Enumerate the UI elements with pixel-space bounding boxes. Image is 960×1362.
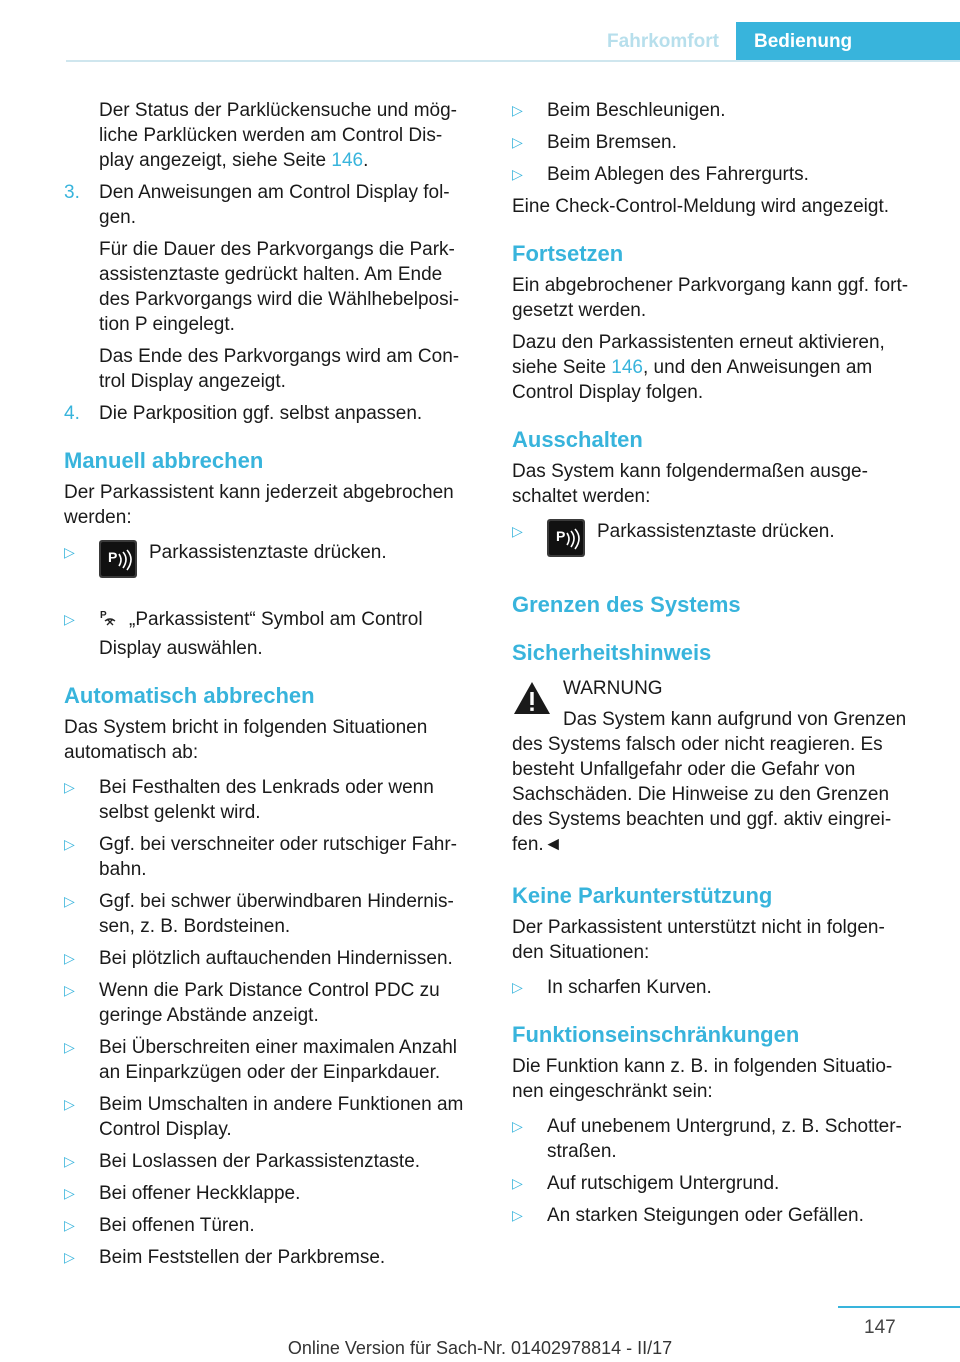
text: . <box>363 150 369 171</box>
list-item <box>512 975 932 1000</box>
bullet-icon: ▷ <box>64 544 75 560</box>
paragraph: Der Parkassistent unterstützt nicht in folgen- den Situationen: <box>512 917 885 963</box>
list-item <box>512 1203 932 1228</box>
list-item-text: Auf unebenem Untergrund, z. B. Schotter- straßen. <box>547 1116 902 1162</box>
bullet-icon: ▷ <box>64 611 75 627</box>
park-assist-button-icon <box>547 519 585 564</box>
page-link[interactable]: 146 <box>331 150 364 171</box>
text: P „Parkassistent“ Symbol am Control Display auswählen. <box>99 609 423 659</box>
list-item <box>64 946 482 971</box>
list-item-text: Bei Festhalten des Lenkrads oder wenn selbst gelenkt wird. <box>99 777 434 823</box>
text: Parkassistenztaste drücken. <box>597 521 835 542</box>
warning-block <box>512 676 932 857</box>
bullet-icon: ▷ <box>512 1207 523 1223</box>
paragraph: Der Parkassistent kann jederzeit abgebrochen werden: <box>64 482 454 528</box>
bullet-icon: ▷ <box>512 523 523 539</box>
list-item-text: Auf rutschigem Untergrund. <box>547 1173 780 1194</box>
paragraph <box>64 98 482 173</box>
list-item-text: Ggf. bei schwer überwindbaren Hindernis- sen, z. B. Bordsteinen. <box>99 891 454 937</box>
right-column <box>512 98 932 1228</box>
footer-rule <box>838 1306 960 1308</box>
list-item-text: Beim Feststellen der Parkbremse. <box>99 1247 386 1268</box>
header-rule <box>66 60 960 62</box>
svg-text:P: P <box>108 549 118 565</box>
heading-fortsetzen: Fortsetzen <box>512 241 624 266</box>
list-item <box>512 519 932 564</box>
list-item <box>64 775 482 825</box>
list-item-text: Bei Überschreiten einer maximalen Anzahl an Einparkzügen oder der Einparkdauer. <box>99 1037 458 1083</box>
list-item <box>64 832 482 882</box>
bullet-icon: ▷ <box>64 982 75 998</box>
list-item-text: Beim Bremsen. <box>547 132 677 153</box>
bullet-icon: ▷ <box>512 1175 523 1191</box>
heading-keine-parkunterstuetzung: Keine Parkunterstützung <box>512 883 773 908</box>
bullet-icon: ▷ <box>512 166 523 182</box>
bullet-icon: ▷ <box>64 836 75 852</box>
warning-icon <box>512 680 552 723</box>
left-column <box>64 98 482 1270</box>
heading-grenzen: Grenzen des Systems <box>512 592 741 617</box>
park-assist-button-icon <box>99 540 137 585</box>
bullet-icon: ▷ <box>512 134 523 150</box>
bullet-list <box>512 1114 932 1228</box>
step-3 <box>64 180 482 230</box>
text: liche Parklücken werden am Control Dis- <box>99 125 443 146</box>
page-number: 147 <box>864 1317 896 1338</box>
list-item <box>64 1245 482 1270</box>
svg-text:P: P <box>556 528 566 544</box>
page-link[interactable]: 146 <box>611 357 643 378</box>
bullet-icon: ▷ <box>64 1039 75 1055</box>
heading-automatisch: Automatisch abbrechen <box>64 683 315 708</box>
warning-title: WARNUNG <box>563 678 663 699</box>
text: play angezeigt, siehe Seite <box>99 150 332 171</box>
heading-sicherheitshinweis: Sicherheitshinweis <box>512 640 712 665</box>
paragraph: Dazu den Parkassistenten erneut aktivieren, siehe Seite 146, und den Anweisungen am Control Display folgen. <box>512 332 885 403</box>
step-text: Die Parkposition ggf. selbst anpassen. <box>99 403 423 424</box>
list-item <box>512 130 932 155</box>
heading-funktionseinschraenkungen: Funktionseinschränkungen <box>512 1022 800 1047</box>
list-item-text: Beim Umschalten in andere Funktionen am Control Display. <box>99 1094 464 1140</box>
list-item-text: Bei plötzlich auftauchenden Hindernissen. <box>99 948 453 969</box>
text: Parkassistenztaste drücken. <box>149 542 387 563</box>
paragraph: Das Ende des Parkvorgangs wird am Con- trol Display angezeigt. <box>99 346 460 392</box>
tab-fahrkomfort: Fahrkomfort <box>607 31 719 52</box>
list-item <box>64 1092 482 1142</box>
list-item <box>64 1149 482 1174</box>
text: In scharfen Kurven. <box>547 977 712 998</box>
list-item <box>512 1114 932 1164</box>
list-item-text: Bei Loslassen der Parkassistenztaste. <box>99 1151 421 1172</box>
warning-text: Das System kann aufgrund von Grenzen <box>563 709 907 730</box>
paragraph: Eine Check-Control-Meldung wird angezeigt. <box>512 196 890 217</box>
bullet-icon: ▷ <box>512 979 523 995</box>
bullet-icon: ▷ <box>64 1185 75 1201</box>
list-item-text: Beim Beschleunigen. <box>547 100 726 121</box>
list-item <box>64 1213 482 1238</box>
paragraph: Ein abgebrochener Parkvorgang kann ggf. fort- gesetzt werden. <box>512 275 909 321</box>
list-item-text: Beim Ablegen des Fahrergurts. <box>547 164 809 185</box>
bullet-icon: ▷ <box>64 1217 75 1233</box>
warning-text: des Systems falsch oder nicht reagieren. Es besteht Unfallgefahr oder die Gefahr von Sachschäden. Die Hinweise zu den Grenzen des Systems beachten und ggf. aktiv eingrei- fen.◄ <box>512 734 892 855</box>
step-text: Den Anweisungen am Control Display fol- gen. <box>99 182 450 228</box>
paragraph: Die Funktion kann z. B. in folgenden Situatio- nen eingeschränkt sein: <box>512 1056 893 1102</box>
bullet-list <box>512 98 932 187</box>
list-item-text: Ggf. bei verschneiter oder rutschiger Fahr- bahn. <box>99 834 457 880</box>
online-version-note: Online Version für Sach-Nr. 01402978814 - II/17 <box>287 1338 673 1358</box>
list-item <box>512 162 932 187</box>
list-item-text: Bei offener Heckklappe. <box>99 1183 301 1204</box>
list-item <box>512 1171 932 1196</box>
heading-manuell: Manuell abbrechen <box>64 448 264 473</box>
bullet-icon: ▷ <box>512 1118 523 1134</box>
step-4 <box>64 401 482 426</box>
list-item <box>512 98 932 123</box>
svg-text:P: P <box>100 610 107 621</box>
tab-bedienung: Bedienung <box>736 22 960 62</box>
list-item-text: Bei offenen Türen. <box>99 1215 255 1236</box>
bullet-icon: ▷ <box>512 102 523 118</box>
paragraph: Für die Dauer des Parkvorgangs die Park- assistenztaste gedrückt halten. Am Ende des Parkvorgangs wird die Wählhebelposi- tion P eingelegt. <box>99 239 460 335</box>
list-item-text: Wenn die Park Distance Control PDC zu geringe Abstände anzeigt. <box>99 980 440 1026</box>
list-item <box>64 978 482 1028</box>
bullet-icon: ▷ <box>64 950 75 966</box>
paragraph: Das System bricht in folgenden Situationen automatisch ab: <box>64 717 428 763</box>
list-item <box>64 1035 482 1085</box>
bullet-icon: ▷ <box>64 893 75 909</box>
list-item <box>64 1181 482 1206</box>
bullet-icon: ▷ <box>64 1153 75 1169</box>
list-item <box>64 540 482 585</box>
park-assistant-symbol-icon <box>99 607 121 636</box>
paragraph: Das System kann folgendermaßen ausge- schaltet werden: <box>512 461 868 507</box>
bullet-list <box>64 775 482 1270</box>
bullet-icon: ▷ <box>64 1096 75 1112</box>
step-number: 4. <box>64 403 80 424</box>
list-item-text: An starken Steigungen oder Gefällen. <box>547 1205 864 1226</box>
bullet-icon: ▷ <box>64 1249 75 1265</box>
list-item <box>64 889 482 939</box>
text: Der Status der Parklückensuche und mög- <box>99 100 458 121</box>
list-item <box>64 607 482 661</box>
heading-ausschalten: Ausschalten <box>512 427 643 452</box>
step-number: 3. <box>64 182 80 203</box>
bullet-icon: ▷ <box>64 779 75 795</box>
